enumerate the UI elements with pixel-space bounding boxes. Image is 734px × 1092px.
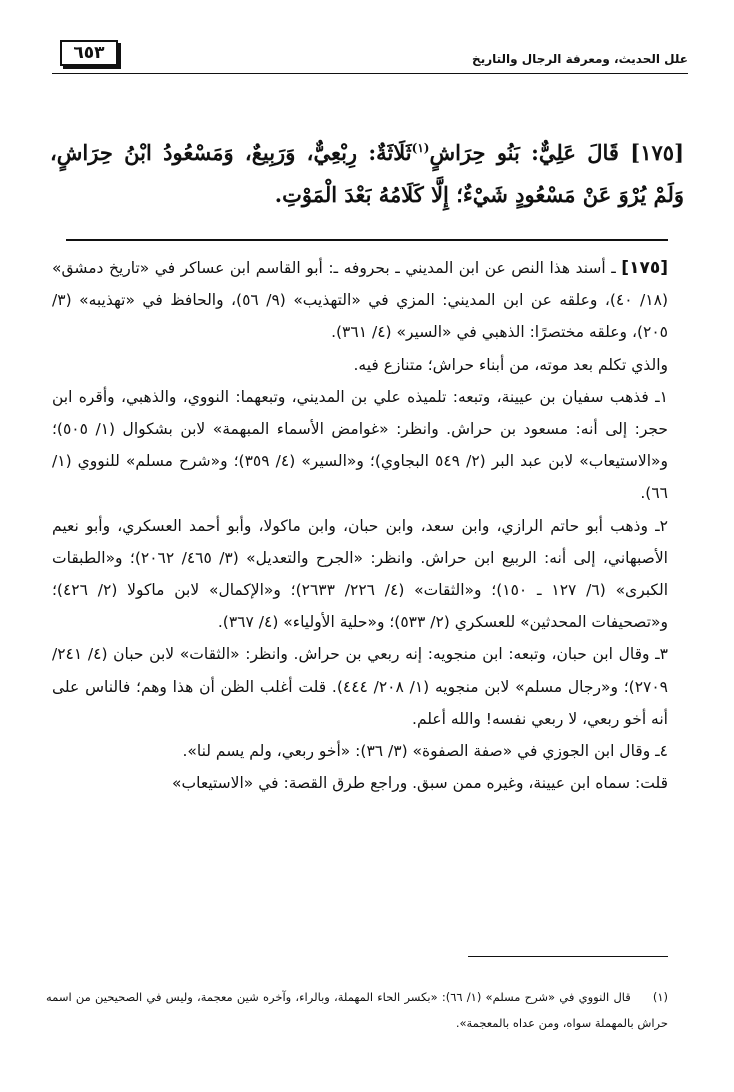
hadith-text-b: ثَلَاثَةٌ: رِبْعِيٌّ، وَرَبِيعٌ، وَمَسْعُودُ ابْنُ حِرَاشٍ، وَلَمْ يُرْوَ عَنْ مَسْعُودٍ شَيْءٌ؛ إِلَّا كَلَامُهُ بَعْدَ الْمَوْتِ. (50, 140, 684, 207)
commentary-text-1: ـ أسند هذا النص عن ابن المديني ـ بحروفه ـ: أبو القاسم ابن عساكر في «تاريخ دمشق» (١٨/ ٤٠)، وعلقه عن ابن المديني: المزي في «التهذيب» (٩/ ٥٦)، والحافظ في «تهذيبه» (٣/ ٢٠٥)، وعلقه مختصرًا: الذهبي في «السير» (٤/ ٣٦١). (52, 259, 668, 342)
commentary-paragraph: ٢ـ وذهب أبو حاتم الرازي، وابن سعد، وابن حبان، وابن ماكولا، وأبو أحمد العسكري، وأبو نعيم الأصبهاني، إلى أنه: الربيع ابن حراش. وانظر: «الجرح والتعديل» (٣/ ٤٦٥/ ٢٠٦٢)؛ و«الطبقات الكبرى» (٦/ ١٢٧ ـ ١٥٠)؛ و«الثقات» (٤/ ٢٢٦/ ٢٦٣٣)؛ و«الإكمال» لابن ماكولا (٢/ ٤٢٦)؛ و«تصحيفات المحدثين» للعسكري (٢/ ٥٣٣)؛ و«حلية الأولياء» (٤/ ٣٦٧). (52, 516, 669, 632)
footnote-number: (١) (652, 990, 668, 1004)
footnote-reference: (١) (411, 141, 430, 155)
commentary-paragraph: ٣ـ وقال ابن حبان، وتبعه: ابن منجويه: إنه ربعي بن حراش. وانظر: «الثقات» لابن حبان (٤/ ٢٤١/ ٢٧٠٩)؛ و«رجال مسلم» لابن منجويه (١/ ٢٠٨/ ٤٤٤). قلت أغلب الظن أن هذا وهم؛ فالناس على أنه أخو ربعي، لا ربعي نفسه! والله أعلم. (52, 645, 668, 728)
section-divider (66, 239, 668, 241)
hadith-text (50, 132, 684, 216)
page-number: ٦٥٣ (60, 40, 118, 66)
commentary-number: [١٧٥] (621, 258, 668, 278)
commentary-paragraph: والذي تكلم بعد موته، من أبناء حراش؛ متنازع فيه. (353, 355, 668, 374)
header-title: علل الحديث، ومعرفة الرجال والتاريخ (472, 52, 688, 66)
running-header (52, 40, 688, 74)
header-divider (52, 73, 688, 74)
footnote-text: قال النووي في «شرح مسلم» (١/ ٦٦): «بكسر الحاء المهملة، وبالراء، وآخره شين معجمة، وليس في الصحيحين من اسمه حراش بالمهملة سواه، ومن عداه بالمعجمة». (46, 990, 668, 1030)
commentary-paragraph: ٤ـ وقال ابن الجوزي في «صفة الصفوة» (٣/ ٣٦): «أخو ربعي، ولم يسم لنا». (182, 742, 668, 761)
hadith-number: [١٧٥] (630, 140, 685, 165)
footnote (46, 984, 668, 1036)
commentary (52, 252, 682, 799)
footnote-divider (468, 956, 668, 957)
commentary-paragraph: قلت: سماه ابن عيينة، وغيره ممن سبق. وراجع طرق القصة: في «الاستيعاب» (172, 774, 668, 793)
hadith-text-a: قَالَ عَلِيٌّ: بَنُو حِرَاشٍ (429, 140, 619, 165)
commentary-paragraph (52, 252, 682, 349)
commentary-paragraph: ١ـ فذهب سفيان بن عيينة، وتبعه: تلميذه علي بن المديني، وتبعهما: النووي، والذهبي، وأقره ابن حجر: إلى أنه: مسعود بن حراش. وانظر: «غوامض الأسماء المبهمة» لابن بشكوال (١/ ٥٠٥)؛ و«الاستيعاب» لابن عبد البر (٢/ ٥٤٩ البجاوي)؛ و«السير» (٤/ ٣٥٩)؛ و«شرح مسلم» للنووي (١/ ٦٦). (52, 387, 668, 503)
